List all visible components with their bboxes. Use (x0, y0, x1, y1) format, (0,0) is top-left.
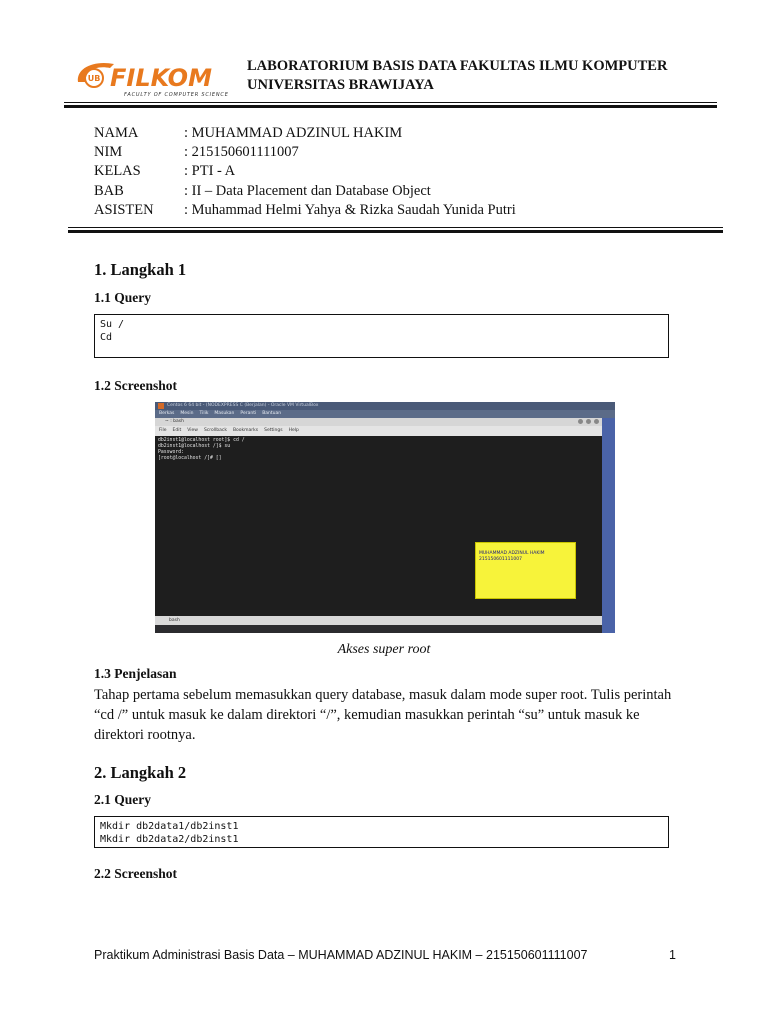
info-label: KELAS (94, 163, 141, 180)
tab-label: bash (169, 618, 180, 623)
sticky-line: MUHAMMAD ADZINUL HAKIM (479, 551, 545, 556)
step1-query-heading: 1.1 Query (94, 290, 151, 305)
page-footer (94, 948, 676, 962)
info-label: BAB (94, 182, 124, 199)
konsole-menubar (155, 426, 602, 436)
institution-line-1: LABORATORIUM BASIS DATA FAKULTAS ILMU KOMPUTER (247, 58, 668, 74)
header-divider (64, 102, 717, 108)
info-row-kelas (94, 162, 516, 181)
maximize-icon (586, 419, 591, 424)
info-value: : MUHAMMAD ADZINUL HAKIM (184, 125, 403, 141)
info-value: : Muhammad Helmi Yahya & Rizka Saudah Yunida Putri (184, 201, 516, 218)
konsole-title: ~ : bash (165, 419, 184, 424)
code-line: Su / (100, 319, 125, 330)
close-icon (594, 419, 599, 424)
terminal-line: [root@localhost /]# [] (158, 456, 222, 461)
minimize-icon (578, 419, 583, 424)
konsole-menu-item: Edit (172, 428, 182, 433)
terminal-line: db2inst1@localhost root]$ cd / (158, 438, 245, 443)
desktop-background (602, 418, 615, 633)
filkom-logo (74, 56, 240, 100)
vm-titlebar (155, 402, 615, 410)
terminal-screenshot (155, 402, 615, 633)
code-line: Mkdir db2data1/db2inst1 (100, 821, 239, 832)
vm-menu-item: Masukan (214, 411, 235, 416)
vm-menubar (155, 410, 615, 418)
step2-query-heading: 2.1 Query (94, 792, 151, 807)
step2-query-box (94, 816, 669, 848)
info-value: : PTI - A (184, 163, 236, 180)
sticky-note (475, 542, 576, 599)
konsole-menu-item: View (187, 428, 198, 433)
konsole-menu-item: Scrollback (203, 428, 227, 433)
info-label: NAMA (94, 125, 139, 141)
logo-badge: UB (87, 74, 101, 83)
vm-menu-item: Mesin (180, 411, 194, 416)
info-row-asisten (94, 201, 516, 220)
sticky-line: 215150601111007 (479, 557, 522, 562)
vm-menu-item: Tilik (199, 411, 209, 416)
info-row-bab (94, 182, 516, 201)
code-line: Cd (100, 332, 113, 343)
konsole-menu-item: Bookmarks (232, 428, 259, 433)
student-info (94, 124, 516, 220)
konsole-titlebar (155, 418, 602, 426)
vm-window-title: Centos 6 64 bit - (NODEXPRESS C (Berjalan) - Oracle VM VirtualBox (167, 403, 319, 408)
step2-title: 2. Langkah 2 (94, 763, 187, 782)
screenshot-caption: Akses super root (337, 642, 431, 657)
page-number: 1 (669, 948, 676, 962)
info-row-nama (94, 124, 516, 143)
code-line: Mkdir db2data2/db2inst1 (100, 834, 239, 845)
window-controls (578, 419, 599, 424)
step1-explanation: Tahap pertama sebelum memasukkan query database, masuk dalam mode super root. Tulis perintah “cd /” untuk masuk ke dalam direktori “/”, kemudian masukkan perintah “su” untuk masuk ke direktori rootnya. (94, 687, 672, 743)
footer-text: Praktikum Administrasi Basis Data – MUHAMMAD ADZINUL HAKIM – 215150601111007 (94, 948, 588, 962)
institution-name (247, 57, 667, 95)
logo-text: FILKOM (110, 64, 212, 92)
info-value: : II – Data Placement dan Database Object (184, 182, 431, 199)
info-divider (68, 227, 723, 233)
info-label: NIM (94, 144, 123, 161)
step2-screenshot-heading: 2.2 Screenshot (94, 866, 177, 881)
step1-screenshot-heading: 1.2 Screenshot (94, 378, 177, 393)
konsole-menu-item: Help (288, 428, 299, 433)
terminal-output (155, 436, 602, 464)
info-label: ASISTEN (94, 201, 154, 218)
step1-query-box (94, 314, 669, 358)
step1-explain-heading: 1.3 Penjelasan (94, 666, 177, 681)
vm-menu-item: Bantuan (262, 411, 282, 416)
info-value: : 215150601111007 (184, 144, 299, 161)
virtualbox-icon (158, 403, 164, 409)
vm-menu-item: Peranti (240, 411, 257, 416)
terminal-line: Password: (158, 450, 184, 455)
info-row-nim (94, 143, 516, 162)
vm-menu-item: Berkas (159, 411, 175, 416)
step1-title: 1. Langkah 1 (94, 260, 187, 279)
logo-subtext: FACULTY OF COMPUTER SCIENCE (124, 92, 229, 98)
konsole-menu-item: Settings (264, 428, 283, 433)
terminal-line: db2inst1@localhost /]$ su (158, 444, 231, 449)
institution-line-2: UNIVERSITAS BRAWIJAYA (247, 77, 434, 93)
konsole-menu-item: File (159, 428, 167, 433)
konsole-tabbar (155, 616, 602, 625)
